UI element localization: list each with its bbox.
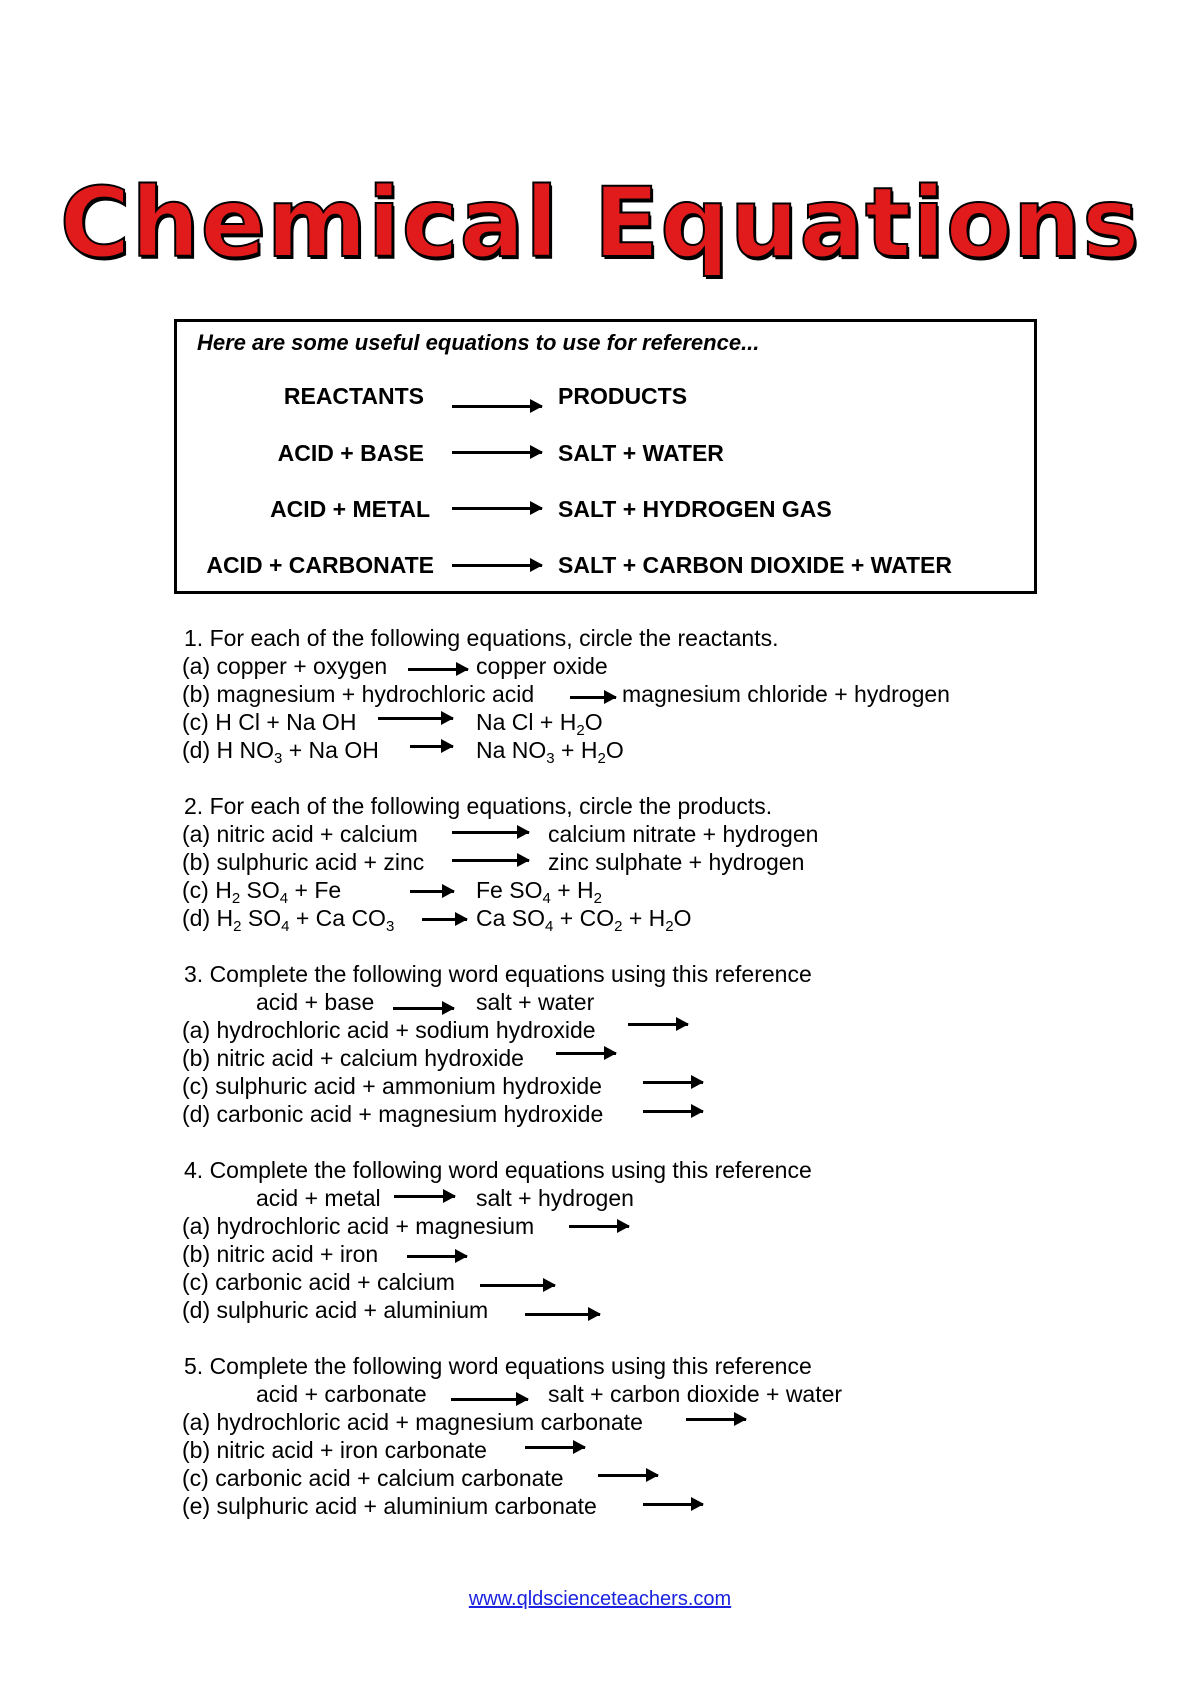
answer-arrow: [480, 1284, 555, 1287]
equation-arrow: [452, 859, 529, 862]
question-3-heading: 3. Complete the following word equations using this reference: [184, 961, 812, 987]
equation-arrow: [378, 717, 453, 720]
question-2c-products: Fe $SO_4 + H_2$: [476, 877, 602, 907]
answer-arrow: [628, 1023, 688, 1026]
answer-arrow: [598, 1474, 658, 1477]
question-3c-item: (c) sulphuric acid + ammonium hydroxide: [182, 1073, 602, 1099]
answer-arrow: [556, 1052, 616, 1055]
reference-row-right: SALT + CARBON DIOXIDE + WATER: [558, 552, 953, 578]
reference-row-left: ACID + METAL: [270, 496, 430, 522]
question-1b-reactants: (b) magnesium + hydrochloric acid: [182, 681, 535, 707]
question-5b-item: (b) nitric acid + iron carbonate: [182, 1437, 487, 1463]
answer-arrow: [643, 1081, 703, 1084]
question-4c-item: (c) carbonic acid + calcium: [182, 1269, 455, 1295]
equation-arrow: [394, 1195, 455, 1198]
reference-arrow: [452, 405, 542, 408]
question-1d-reactants: (d) H $NO_3 + Na$ OH: [182, 737, 379, 767]
reference-arrow: [452, 451, 542, 454]
question-2a-reactants: (a) nitric acid + calcium: [182, 821, 418, 847]
question-4b-item: (b) nitric acid + iron: [182, 1241, 379, 1267]
equation-arrow: [408, 668, 468, 671]
question-5-reference-right: salt + carbon dioxide + water: [548, 1381, 843, 1407]
footer-website-link[interactable]: www.qldscienceteachers.com: [468, 1588, 732, 1610]
answer-arrow: [525, 1313, 600, 1316]
question-2b-products: zinc sulphate + hydrogen: [548, 849, 805, 875]
answer-arrow: [569, 1225, 629, 1228]
question-1a-reactants: (a) copper + oxygen: [182, 653, 388, 679]
question-4a-item: (a) hydrochloric acid + magnesium: [182, 1213, 535, 1239]
question-4d-item: (d) sulphuric acid + aluminium: [182, 1297, 489, 1323]
reference-row-right: SALT + WATER: [558, 440, 724, 466]
reference-intro: Here are some useful equations to use for reference...: [197, 330, 760, 355]
question-5e-item: (e) sulphuric acid + aluminium carbonate: [182, 1493, 597, 1519]
answer-arrow: [686, 1418, 746, 1421]
question-3a-item: (a) hydrochloric acid + sodium hydroxide: [182, 1017, 596, 1043]
question-2-heading: 2. For each of the following equations, circle the products.: [184, 793, 773, 819]
question-3-reference-right: salt + water: [476, 989, 595, 1015]
page-title: Chemical Equations: [59, 167, 1141, 279]
question-1a-products: copper oxide: [476, 653, 608, 679]
question-1-heading: 1. For each of the following equations, circle the reactants.: [184, 625, 779, 651]
answer-arrow: [643, 1503, 703, 1506]
question-2b-reactants: (b) sulphuric acid + zinc: [182, 849, 425, 875]
reference-row-left: ACID + BASE: [277, 440, 424, 466]
question-4-heading: 4. Complete the following word equations using this reference: [184, 1157, 812, 1183]
equation-arrow: [410, 890, 454, 893]
question-4-reference-left: acid + metal: [256, 1185, 381, 1211]
question-5a-item: (a) hydrochloric acid + magnesium carbonate: [182, 1409, 643, 1435]
question-5c-item: (c) carbonic acid + calcium carbonate: [182, 1465, 564, 1491]
answer-arrow: [525, 1446, 585, 1449]
question-2d-products: Ca $SO_4 + CO_2 + H_2O$: [476, 905, 692, 935]
reference-arrow: [452, 564, 542, 567]
question-2a-products: calcium nitrate + hydrogen: [548, 821, 819, 847]
question-2c-reactants: (c) $H_2$ $SO_4 + Fe$: [182, 877, 342, 907]
equation-arrow: [422, 918, 467, 921]
reference-row-left: ACID + CARBONATE: [206, 552, 434, 578]
question-5-reference-left: acid + carbonate: [256, 1381, 427, 1407]
question-4-reference-right: salt + hydrogen: [476, 1185, 634, 1211]
question-1c-products: Na $Cl + H_2O$: [476, 709, 603, 739]
question-1b-products: magnesium chloride + hydrogen: [622, 681, 950, 707]
question-5-heading: 5. Complete the following word equations using this reference: [184, 1353, 812, 1379]
reference-arrow: [452, 507, 542, 510]
equation-arrow: [451, 1398, 528, 1401]
equation-arrow: [570, 696, 616, 699]
question-1c-reactants: (c) H Cl + Na OH: [182, 709, 357, 735]
answer-arrow: [407, 1255, 467, 1258]
equation-arrow: [393, 1007, 454, 1010]
question-3d-item: (d) carbonic acid + magnesium hydroxide: [182, 1101, 604, 1127]
answer-arrow: [643, 1110, 703, 1113]
question-2d-reactants: (d) $H_2$ $SO_4 + Ca$ $CO_3$: [182, 905, 395, 935]
question-1d-products: Na $NO_3 + H_2O$: [476, 737, 624, 767]
reference-reactants-label: REACTANTS: [283, 383, 424, 409]
reference-row-right: SALT + HYDROGEN GAS: [558, 496, 832, 522]
equation-arrow: [410, 745, 453, 748]
equation-arrow: [452, 831, 529, 834]
question-3b-item: (b) nitric acid + calcium hydroxide: [182, 1045, 524, 1071]
reference-products-label: PRODUCTS: [558, 383, 688, 409]
question-3-reference-left: acid + base: [256, 989, 375, 1015]
